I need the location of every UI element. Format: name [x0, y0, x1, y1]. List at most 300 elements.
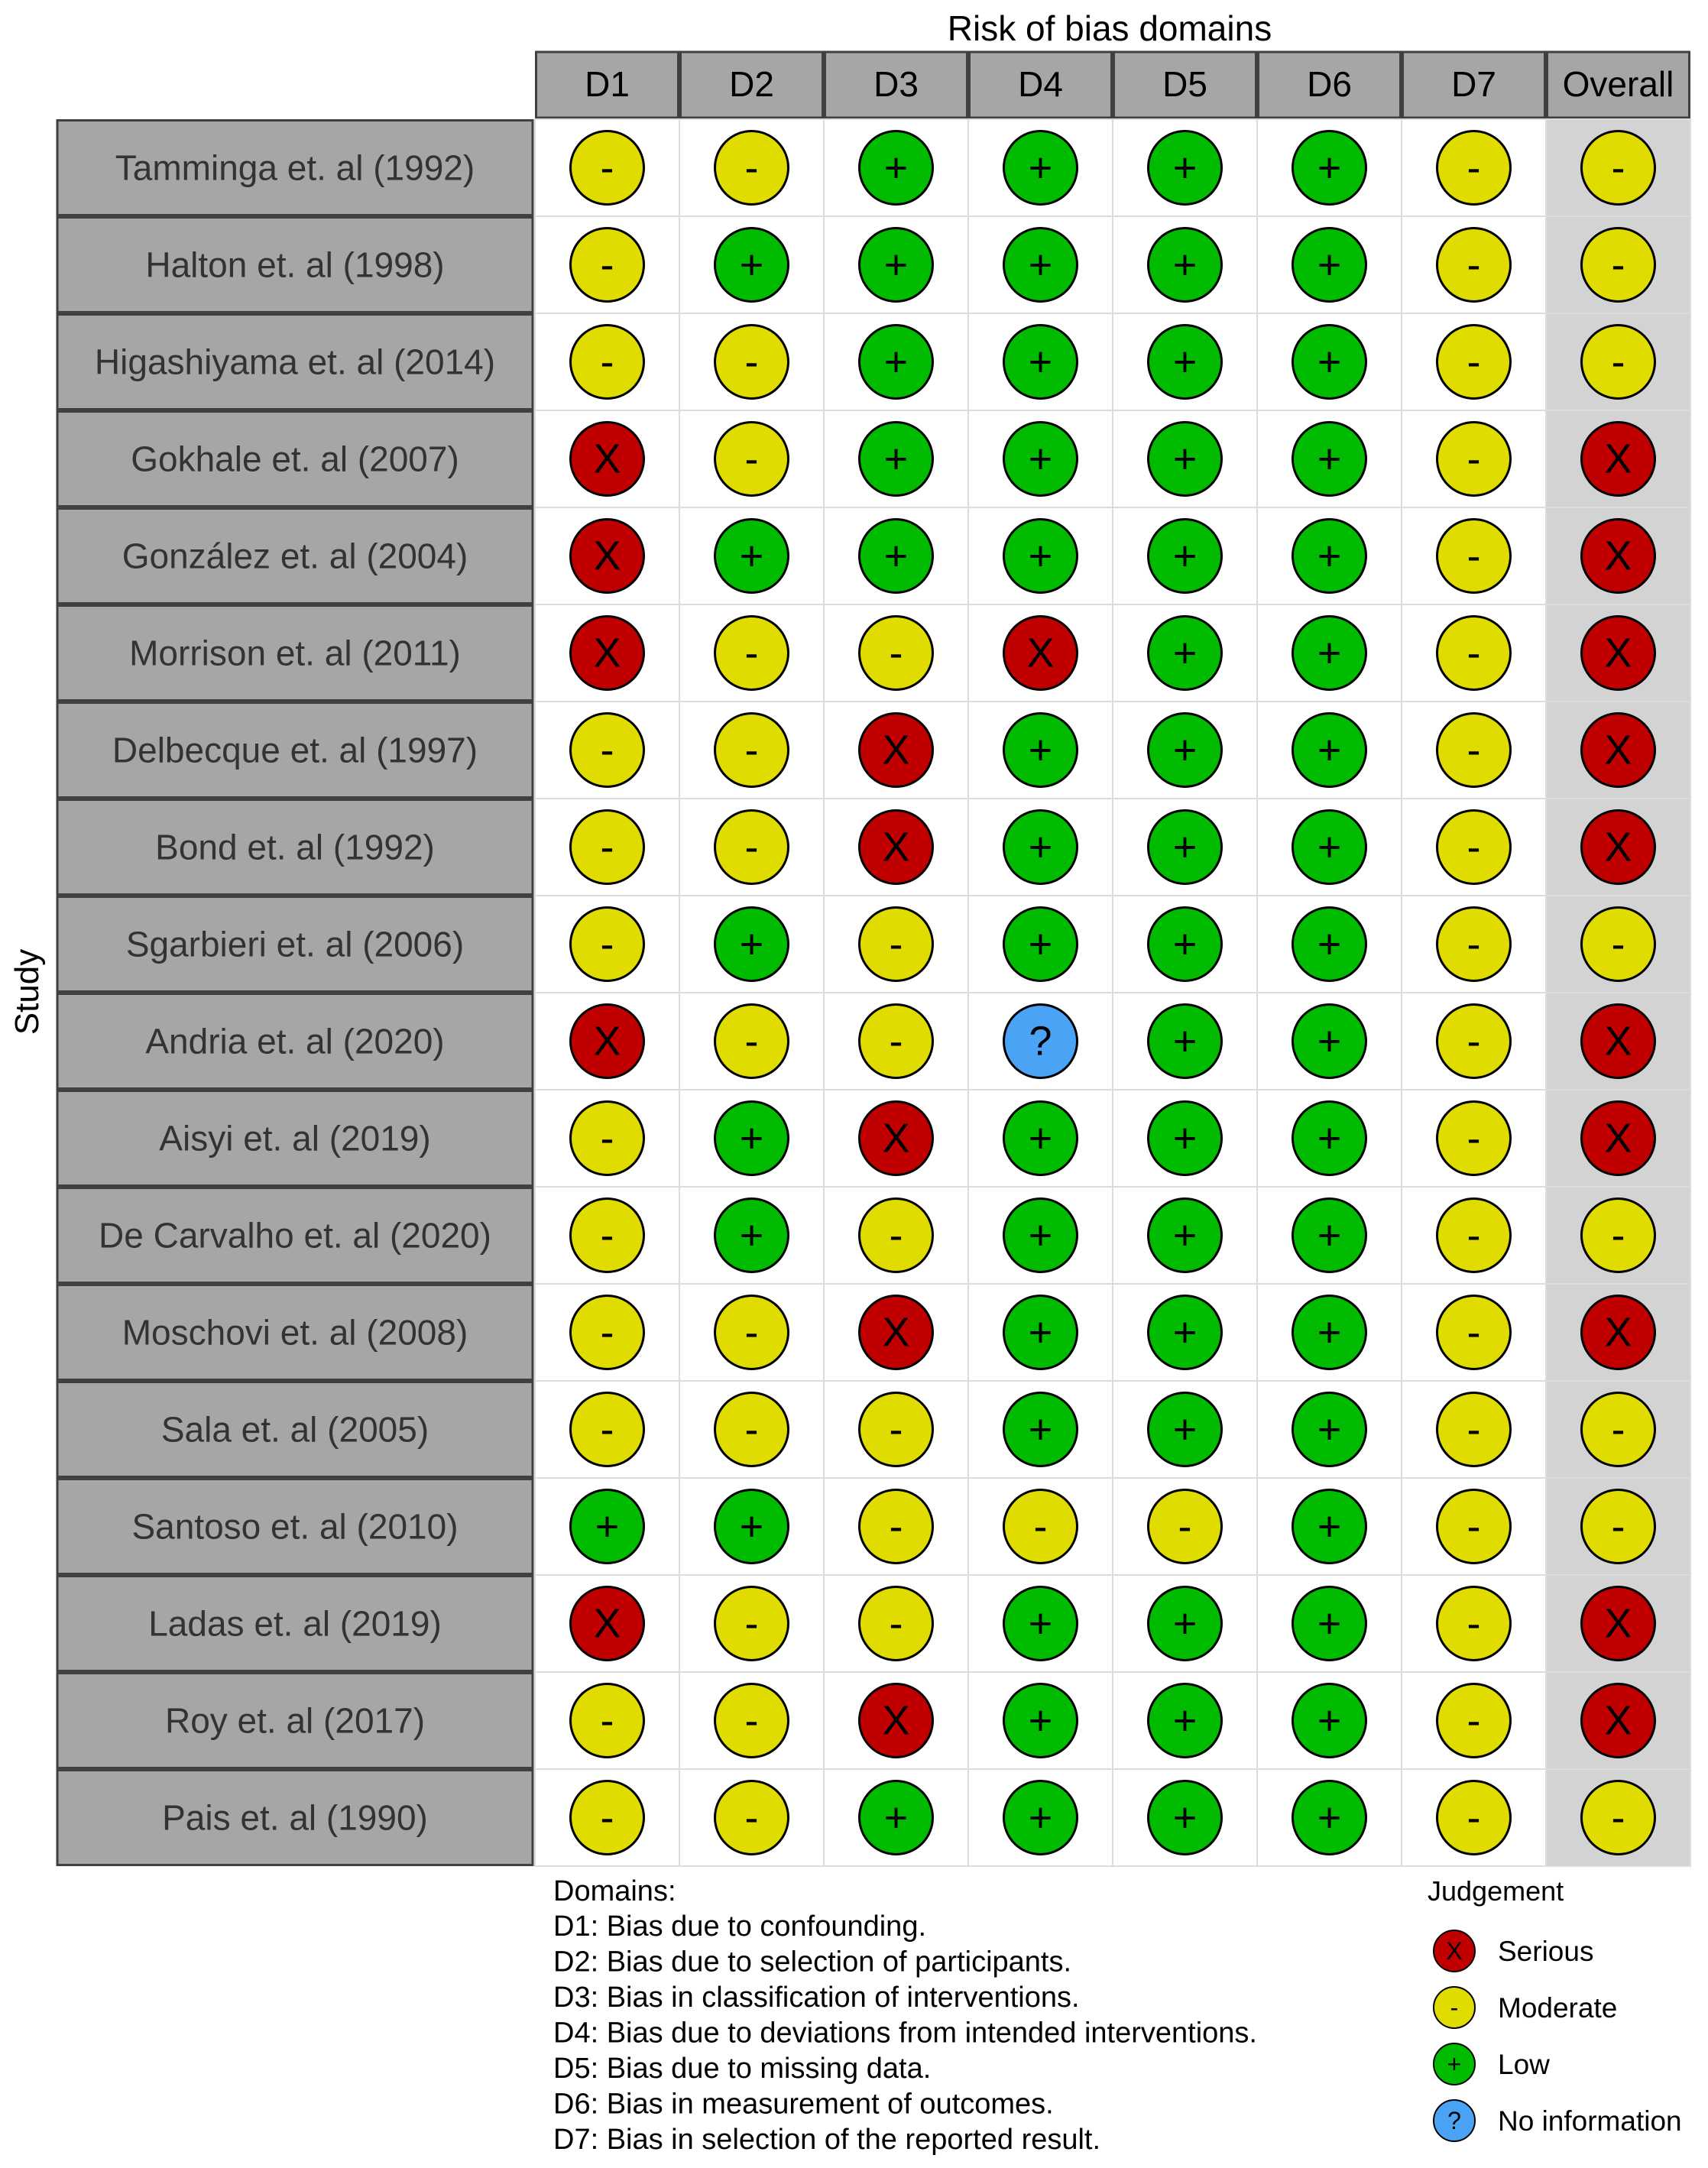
- chart-title: Risk of bias domains: [947, 8, 1272, 48]
- rating-symbol: +: [1317, 1018, 1342, 1065]
- rating-symbol: +: [1317, 630, 1342, 676]
- column-header-label: D3: [873, 64, 919, 104]
- rating-moderate-mark: [715, 423, 789, 496]
- rating-moderate-mark: [1582, 1490, 1655, 1564]
- rating-serious-mark: [1582, 1005, 1655, 1078]
- study-label: Sala et. al (2005): [160, 1409, 429, 1450]
- rating-symbol: -: [889, 1406, 903, 1453]
- rating-symbol: -: [1611, 1212, 1625, 1259]
- rating-symbol: -: [1467, 241, 1481, 288]
- rating-symbol: +: [1028, 1406, 1053, 1453]
- rating-symbol: X: [1604, 1697, 1632, 1744]
- study-label: Tamminga et. al (1992): [115, 147, 475, 188]
- rating-moderate-mark: [860, 1490, 933, 1564]
- study-label: Higashiyama et. al (2014): [94, 342, 496, 382]
- rating-symbol: -: [744, 1406, 759, 1453]
- rating-low-mark: [1149, 1102, 1222, 1175]
- rating-low-mark: [860, 1781, 933, 1855]
- rating-symbol: -: [1611, 339, 1625, 385]
- rating-symbol: +: [1317, 727, 1342, 773]
- rating-low-mark: [1149, 520, 1222, 593]
- rating-moderate-mark: [1582, 908, 1655, 981]
- rating-serious-mark: [571, 423, 644, 496]
- rating-low-mark: [1149, 326, 1222, 399]
- rating-symbol: +: [1172, 727, 1198, 773]
- rating-symbol: -: [600, 1309, 614, 1356]
- rating-symbol: -: [889, 1600, 903, 1647]
- rating-low-mark: [1149, 1587, 1222, 1661]
- rating-symbol: +: [1028, 339, 1053, 385]
- rating-moderate-mark: [1437, 908, 1511, 981]
- rating-low-mark: [1004, 1587, 1078, 1661]
- rating-moderate-mark: [571, 908, 644, 981]
- rating-serious-mark: [1582, 1296, 1655, 1369]
- rating-symbol: +: [1172, 241, 1198, 288]
- rating-symbol: +: [1172, 144, 1198, 191]
- rating-symbol: -: [1467, 1309, 1481, 1356]
- rating-moderate-mark: [715, 1393, 789, 1466]
- rating-low-mark: [1293, 908, 1366, 981]
- rating-low-mark: [1293, 714, 1366, 787]
- rating-serious-mark: [1582, 1684, 1655, 1758]
- rating-moderate-mark: [1437, 1199, 1511, 1272]
- legend-symbol: -: [1450, 1994, 1459, 2021]
- rating-symbol: -: [1467, 727, 1481, 773]
- rating-moderate-mark: [860, 908, 933, 981]
- rating-serious-mark: [1004, 617, 1078, 690]
- legend-item-no-information: [1434, 2100, 1682, 2141]
- rating-symbol: -: [1611, 144, 1625, 191]
- rating-moderate-mark: [715, 326, 789, 399]
- rating-moderate-mark: [715, 714, 789, 787]
- study-label: De Carvalho et. al (2020): [99, 1215, 491, 1256]
- rating-symbol: -: [1178, 1503, 1192, 1550]
- study-label: Sgarbieri et. al (2006): [125, 924, 465, 964]
- rating-low-mark: [1293, 1102, 1366, 1175]
- rating-symbol: X: [1026, 630, 1055, 676]
- rating-symbol: +: [1028, 533, 1053, 579]
- rating-serious-mark: [571, 520, 644, 593]
- rating-symbol: +: [883, 144, 909, 191]
- rating-low-mark: [1293, 1296, 1366, 1369]
- rating-serious-mark: [1582, 714, 1655, 787]
- rating-symbol: -: [744, 1600, 759, 1647]
- rating-low-mark: [1149, 228, 1222, 302]
- rating-serious-mark: [571, 1587, 644, 1661]
- rating-symbol: -: [889, 921, 903, 967]
- rating-low-mark: [1004, 1684, 1078, 1758]
- rating-serious-mark: [860, 1684, 933, 1758]
- domain-description: D7: Bias in selection of the reported result.: [553, 2124, 1101, 2156]
- rating-symbol: +: [739, 533, 764, 579]
- study-label: Delbecque et. al (1997): [112, 730, 478, 770]
- rating-serious-mark: [1582, 520, 1655, 593]
- rating-moderate-mark: [715, 1781, 789, 1855]
- rating-moderate-mark: [571, 131, 644, 205]
- rating-symbol: +: [1028, 1115, 1053, 1162]
- rating-symbol: -: [600, 241, 614, 288]
- rating-symbol: -: [1467, 630, 1481, 676]
- domain-description: D5: Bias due to missing data.: [553, 2053, 932, 2085]
- legend-item-serious: [1434, 1930, 1593, 1972]
- rating-symbol: +: [1317, 436, 1342, 482]
- rating-symbol: -: [889, 1212, 903, 1259]
- rating-low-mark: [1293, 423, 1366, 496]
- rating-symbol: +: [1172, 1697, 1198, 1744]
- rating-symbol: +: [1172, 1212, 1198, 1259]
- rating-symbol: X: [1604, 533, 1632, 579]
- rating-no-information-mark: [1004, 1005, 1078, 1078]
- rating-symbol: X: [593, 1600, 621, 1647]
- rating-serious-mark: [860, 1102, 933, 1175]
- rating-low-mark: [1149, 714, 1222, 787]
- legend-label: No information: [1498, 2105, 1682, 2137]
- rating-moderate-mark: [715, 1005, 789, 1078]
- rating-moderate-mark: [715, 131, 789, 205]
- rating-symbol: -: [1467, 144, 1481, 191]
- study-label: Morrison et. al (2011): [129, 633, 461, 673]
- rating-symbol: X: [593, 436, 621, 482]
- rating-moderate-mark: [571, 1684, 644, 1758]
- rating-symbol: +: [1028, 921, 1053, 967]
- legend-item-moderate: [1434, 1987, 1617, 2028]
- rating-low-mark: [571, 1490, 644, 1564]
- rating-low-mark: [715, 1490, 789, 1564]
- rating-symbol: +: [1172, 1309, 1198, 1356]
- rating-symbol: X: [882, 1115, 910, 1162]
- rating-low-mark: [715, 1199, 789, 1272]
- rating-symbol: -: [600, 144, 614, 191]
- rating-low-mark: [1293, 326, 1366, 399]
- rating-low-mark: [1149, 131, 1222, 205]
- rating-low-mark: [1293, 1781, 1366, 1855]
- rating-symbol: +: [739, 1115, 764, 1162]
- rating-symbol: -: [1467, 921, 1481, 967]
- rating-symbol: X: [593, 1018, 621, 1065]
- rating-moderate-mark: [571, 1781, 644, 1855]
- study-label: Halton et. al (1998): [145, 245, 445, 285]
- rating-symbol: +: [739, 1503, 764, 1550]
- rating-low-mark: [1004, 131, 1078, 205]
- rating-low-mark: [860, 131, 933, 205]
- study-label: Santoso et. al (2010): [131, 1506, 459, 1547]
- rating-symbol: -: [1467, 339, 1481, 385]
- rating-symbol: -: [1611, 241, 1625, 288]
- rating-moderate-mark: [1437, 520, 1511, 593]
- rating-symbol: +: [1172, 824, 1198, 870]
- rating-low-mark: [1004, 714, 1078, 787]
- legend: [1434, 1930, 1682, 2141]
- study-label: Roy et. al (2017): [164, 1700, 426, 1741]
- rating-low-mark: [1004, 811, 1078, 884]
- rating-low-mark: [715, 228, 789, 302]
- rating-serious-mark: [1582, 1102, 1655, 1175]
- rating-moderate-mark: [1582, 228, 1655, 302]
- rating-low-mark: [1004, 1781, 1078, 1855]
- rating-symbol: +: [883, 436, 909, 482]
- rating-low-mark: [1004, 908, 1078, 981]
- rating-symbol: -: [744, 436, 759, 482]
- rating-low-mark: [1004, 228, 1078, 302]
- rating-symbol: -: [1467, 1794, 1481, 1841]
- rating-low-mark: [1004, 423, 1078, 496]
- rating-symbol: -: [889, 1018, 903, 1065]
- rating-symbol: +: [1317, 1115, 1342, 1162]
- rating-symbol: +: [1028, 1212, 1053, 1259]
- rating-moderate-mark: [571, 1296, 644, 1369]
- rating-low-mark: [1293, 1005, 1366, 1078]
- rating-symbol: +: [1317, 1600, 1342, 1647]
- rating-symbol: +: [1028, 144, 1053, 191]
- rating-symbol: +: [1317, 921, 1342, 967]
- rating-moderate-mark: [1437, 1781, 1511, 1855]
- rating-symbol: +: [1317, 1503, 1342, 1550]
- rating-low-mark: [1293, 617, 1366, 690]
- rating-low-mark: [715, 1102, 789, 1175]
- rating-symbol: X: [882, 824, 910, 870]
- rating-low-mark: [1004, 1393, 1078, 1466]
- rating-moderate-mark: [1437, 1393, 1511, 1466]
- column-header-label: D6: [1307, 64, 1352, 104]
- rating-low-mark: [860, 326, 933, 399]
- column-header-label: D7: [1451, 64, 1496, 104]
- rating-symbol: -: [1611, 1503, 1625, 1550]
- rating-symbol: -: [1467, 533, 1481, 579]
- legend-symbol: X: [1446, 1937, 1463, 1965]
- rating-moderate-mark: [1437, 131, 1511, 205]
- rating-symbol: +: [1028, 824, 1053, 870]
- rating-symbol: -: [600, 727, 614, 773]
- rating-symbol: +: [1317, 1406, 1342, 1453]
- study-label: González et. al (2004): [122, 536, 468, 576]
- rating-symbol: -: [1467, 824, 1481, 870]
- rating-symbol: X: [1604, 1600, 1632, 1647]
- rating-symbol: -: [600, 339, 614, 385]
- rating-symbol: X: [1604, 630, 1632, 676]
- study-label: Ladas et. al (2019): [148, 1603, 442, 1644]
- rating-symbol: X: [882, 1309, 910, 1356]
- rating-symbol: -: [889, 1503, 903, 1550]
- rating-low-mark: [1293, 811, 1366, 884]
- rating-symbol: +: [1317, 533, 1342, 579]
- rating-moderate-mark: [1437, 714, 1511, 787]
- rating-moderate-mark: [1437, 326, 1511, 399]
- rating-low-mark: [1149, 617, 1222, 690]
- rating-moderate-mark: [571, 1199, 644, 1272]
- rating-symbol: -: [1611, 1794, 1625, 1841]
- rating-symbol: +: [739, 241, 764, 288]
- rating-symbol: -: [1467, 1697, 1481, 1744]
- rating-low-mark: [1149, 1005, 1222, 1078]
- rating-moderate-mark: [860, 1199, 933, 1272]
- rating-low-mark: [1149, 1199, 1222, 1272]
- rating-moderate-mark: [1582, 131, 1655, 205]
- rating-moderate-mark: [1582, 1199, 1655, 1272]
- rating-symbol: +: [1172, 1406, 1198, 1453]
- rating-low-mark: [715, 520, 789, 593]
- rating-symbol: +: [883, 339, 909, 385]
- study-label: Pais et. al (1990): [162, 1797, 428, 1838]
- rating-symbol: +: [1317, 824, 1342, 870]
- rating-symbol: +: [1172, 339, 1198, 385]
- study-label: Bond et. al (1992): [155, 827, 435, 867]
- rating-moderate-mark: [1582, 1781, 1655, 1855]
- rating-low-mark: [860, 228, 933, 302]
- rating-symbol: X: [1604, 1018, 1632, 1065]
- rating-moderate-mark: [1437, 811, 1511, 884]
- rating-symbol: -: [600, 1115, 614, 1162]
- rating-symbol: X: [882, 1697, 910, 1744]
- rating-symbol: -: [744, 630, 759, 676]
- rating-symbol: +: [883, 533, 909, 579]
- rating-low-mark: [1004, 520, 1078, 593]
- rating-serious-mark: [1582, 811, 1655, 884]
- rating-symbol: -: [1467, 1018, 1481, 1065]
- rating-symbol: +: [1317, 1212, 1342, 1259]
- rating-serious-mark: [1582, 617, 1655, 690]
- legend-title: Judgement: [1428, 1875, 1564, 1907]
- rating-symbol: +: [1028, 436, 1053, 482]
- rating-moderate-mark: [715, 1684, 789, 1758]
- rating-moderate-mark: [571, 326, 644, 399]
- rating-symbol: -: [889, 630, 903, 676]
- rating-symbol: +: [1172, 1794, 1198, 1841]
- rating-symbol: X: [1604, 1309, 1632, 1356]
- rating-symbol: -: [600, 1406, 614, 1453]
- rating-symbol: -: [600, 1794, 614, 1841]
- rating-low-mark: [1149, 1684, 1222, 1758]
- rating-moderate-mark: [860, 1393, 933, 1466]
- rating-symbol: -: [1611, 921, 1625, 967]
- study-label: Moschovi et. al (2008): [122, 1312, 468, 1353]
- rating-symbol: X: [1604, 436, 1632, 482]
- domains-list: [553, 1910, 1257, 2156]
- rating-moderate-mark: [860, 1005, 933, 1078]
- rating-symbol: +: [1028, 727, 1053, 773]
- domain-description: D6: Bias in measurement of outcomes.: [553, 2088, 1054, 2121]
- domain-description: D4: Bias due to deviations from intended interventions.: [553, 2017, 1257, 2050]
- rating-symbol: +: [1172, 630, 1198, 676]
- rating-symbol: +: [1028, 1309, 1053, 1356]
- rating-symbol: +: [1317, 1697, 1342, 1744]
- rating-symbol: +: [1172, 1018, 1198, 1065]
- rating-symbol: +: [1317, 1309, 1342, 1356]
- rating-symbol: +: [1317, 339, 1342, 385]
- rating-moderate-mark: [1582, 326, 1655, 399]
- rating-symbol: -: [600, 1212, 614, 1259]
- rating-low-mark: [1149, 908, 1222, 981]
- study-label: Aisyi et. al (2019): [159, 1118, 431, 1159]
- rating-low-mark: [860, 520, 933, 593]
- rating-low-mark: [1004, 1199, 1078, 1272]
- rating-moderate-mark: [1582, 1393, 1655, 1466]
- rating-moderate-mark: [571, 714, 644, 787]
- rating-moderate-mark: [1437, 617, 1511, 690]
- rating-moderate-mark: [1004, 1490, 1078, 1564]
- rating-symbol: ?: [1029, 1018, 1052, 1065]
- rating-moderate-mark: [860, 617, 933, 690]
- rating-symbol: -: [744, 1309, 759, 1356]
- rating-symbol: +: [883, 241, 909, 288]
- rating-symbol: +: [1317, 144, 1342, 191]
- study-label: Gokhale et. al (2007): [131, 439, 459, 479]
- rating-symbol: -: [1467, 1503, 1481, 1550]
- rating-serious-mark: [860, 811, 933, 884]
- rating-symbol: -: [600, 921, 614, 967]
- rating-low-mark: [715, 908, 789, 981]
- rating-symbol: -: [1467, 1115, 1481, 1162]
- rating-symbol: +: [1172, 921, 1198, 967]
- rating-symbol: -: [1467, 1406, 1481, 1453]
- rating-moderate-mark: [571, 1393, 644, 1466]
- rating-symbol: -: [744, 1697, 759, 1744]
- rating-symbol: X: [593, 533, 621, 579]
- rating-moderate-mark: [715, 1296, 789, 1369]
- rating-low-mark: [1293, 1199, 1366, 1272]
- rating-low-mark: [1004, 326, 1078, 399]
- rating-serious-mark: [571, 617, 644, 690]
- rating-symbol: +: [1028, 1697, 1053, 1744]
- rating-symbol: -: [744, 339, 759, 385]
- rating-symbol: +: [1028, 241, 1053, 288]
- rating-moderate-mark: [715, 1587, 789, 1661]
- column-header-label: Overall: [1562, 64, 1674, 104]
- rating-symbol: -: [1467, 436, 1481, 482]
- rating-symbol: -: [1611, 1406, 1625, 1453]
- rating-symbol: -: [744, 1018, 759, 1065]
- rating-low-mark: [1149, 811, 1222, 884]
- study-label: Andria et. al (2020): [145, 1021, 445, 1061]
- rating-moderate-mark: [571, 1102, 644, 1175]
- rating-symbol: -: [600, 824, 614, 870]
- rating-low-mark: [1293, 1587, 1366, 1661]
- rating-symbol: +: [1317, 241, 1342, 288]
- rating-moderate-mark: [1437, 423, 1511, 496]
- rating-moderate-mark: [860, 1587, 933, 1661]
- column-header-label: D4: [1018, 64, 1063, 104]
- rating-moderate-mark: [1437, 1587, 1511, 1661]
- rating-low-mark: [1149, 1781, 1222, 1855]
- rating-moderate-mark: [1437, 1005, 1511, 1078]
- rating-symbol: +: [595, 1503, 620, 1550]
- rating-symbol: +: [1172, 533, 1198, 579]
- rating-symbol: -: [1467, 1600, 1481, 1647]
- rating-low-mark: [1149, 1393, 1222, 1466]
- rating-symbol: X: [593, 630, 621, 676]
- rating-symbol: X: [1604, 1115, 1632, 1162]
- rating-symbol: +: [1172, 1600, 1198, 1647]
- domain-description: D3: Bias in classification of interventions.: [553, 1982, 1080, 2014]
- rating-moderate-mark: [1149, 1490, 1222, 1564]
- rating-symbol: -: [600, 1697, 614, 1744]
- rating-moderate-mark: [715, 617, 789, 690]
- legend-label: Low: [1498, 2049, 1550, 2080]
- rating-low-mark: [1293, 1684, 1366, 1758]
- y-axis-label: Study: [8, 948, 46, 1035]
- rating-symbol: +: [1028, 1600, 1053, 1647]
- domains-title: Domains:: [553, 1875, 676, 1907]
- rating-low-mark: [1293, 228, 1366, 302]
- rating-symbol: -: [1033, 1503, 1048, 1550]
- rating-moderate-mark: [1437, 1296, 1511, 1369]
- rating-low-mark: [1004, 1296, 1078, 1369]
- rating-low-mark: [860, 423, 933, 496]
- rating-low-mark: [1004, 1102, 1078, 1175]
- rating-symbol: -: [744, 727, 759, 773]
- rating-serious-mark: [1582, 1587, 1655, 1661]
- legend-label: Serious: [1498, 1936, 1594, 1967]
- rating-moderate-mark: [1437, 1102, 1511, 1175]
